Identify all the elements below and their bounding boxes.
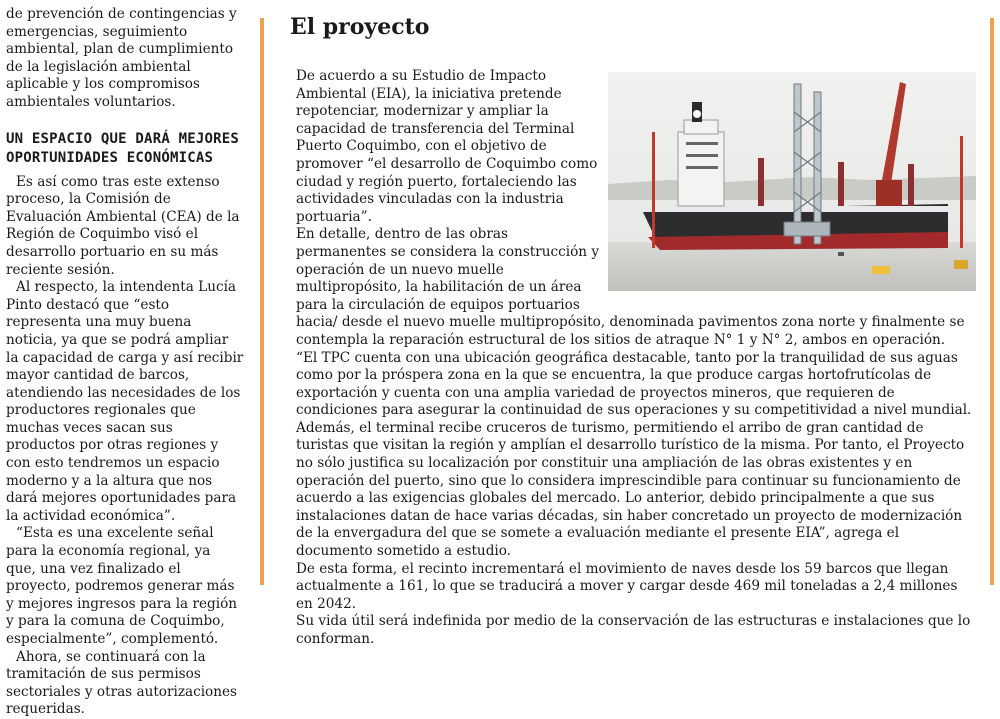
main-paragraph-4: De esta forma, el recinto incrementará el movimiento de naves desde los 59 barcos que llegan actualmente a 161, lo que se traducirá a mover y cargar desde 469 mil toneladas a 2,4 millones en 2042.	[296, 560, 958, 612]
left-paragraph-2: Al respecto, la intendenta Lucía Pinto destacó que “esto representa una muy buena noticia, ya que se podrá ampliar la capacidad de carga y así recibir mayor cantidad de barcos, atendiendo las necesidades de los productores regionales que muchas veces sacan sus productos por otras regiones y con esto tendremos un espacio moderno y a la altura que nos dará mejores oportunidades para la actividad económica”.	[6, 279, 244, 524]
main-article	[296, 68, 976, 649]
left-column	[6, 6, 244, 719]
left-paragraph-1: Es así como tras este extenso proceso, la Comisión de Evaluación Ambiental (CEA) de la Región de Coquimbo visó el desarrollo portuario en su más reciente sesión.	[6, 173, 240, 278]
section-subhead: UN ESPACIO QUE DARÁ MEJORES OPORTUNIDADES ECONÓMICAS	[6, 130, 239, 166]
main-paragraph-5: Su vida útil será indefinida por medio de la conservación de las estructuras e instalaciones que lo conforman.	[296, 613, 971, 647]
port-ship-photo	[608, 72, 976, 291]
left-paragraph-3: “Esta es una excelente señal para la economía regional, ya que, una vez finalizado el proyecto, podremos generar más y mejores ingresos para la región y para la comuna de Coquimbo, especialmente”, complementó.	[6, 525, 238, 647]
article-title: El proyecto	[290, 14, 430, 40]
main-paragraph-3: “El TPC cuenta con una ubicación geográfica destacable, tanto por la tranquilidad de sus aguas como por la próspera zona en la que se encuentra, la que produce cargas hortofrutícolas de exportación y cuenta con una amplia variedad de proyectos mineros, que requieren de condiciones para asegurar la continuidad de sus operaciones y su competitividad a nivel mundial. Además, el terminal recibe cruceros de turismo, permitiendo el arribo de gran cantidad de turistas que visitan la región y amplían el desarrollo turístico de la misma. Por tanto, el Proyecto no sólo justifica su localización por constituir una ampliación de las obras existentes y en operación del puerto, sino que lo considera imprescindible para continuar su funcionamiento de acuerdo a las exigencias globales del mercado. Lo anterior, debido principalmente a que sus instalaciones datan de hace varias décadas, sin haber concretado un proyecto de modernización de la envergadura del que se somete a evaluación mediante el presente EIA”, agrega el documento sometido a estudio.	[296, 349, 972, 560]
column-divider-right	[990, 18, 994, 585]
left-paragraph-4: Ahora, se continuará con la tramitación de sus permisos sectoriales y otras autorizaciones requeridas.	[6, 648, 238, 718]
port-ship-illustration	[608, 72, 976, 291]
main-paragraph-2: En detalle, dentro de las obras permanentes se considera la construcción y operación de un nuevo muelle multipropósito, la habilitación de un área para la circulación de equipos portuarios hacia/ desde el nuevo muelle multipropósito, denominada pavimentos zona norte y finalmente se contempla la reparación estructural de los sitios de atraque N° 1 y N° 2, ambos en operación.	[296, 226, 965, 348]
left-intro-text: de prevención de contingencias y emergencias, seguimiento ambiental, plan de cumplimiento de la legislación ambiental aplicable y los compromisos ambientales voluntarios.	[6, 6, 237, 110]
main-paragraph-1: De acuerdo a su Estudio de Impacto Ambiental (EIA), la iniciativa pretende repotenciar, modernizar y ampliar la capacidad de transferencia del Terminal Puerto Coquimbo, con el objetivo de promover “el desarrollo de Coquimbo como ciudad y región puerto, fortaleciendo las actividades vinculadas con la industria portuaria”.	[296, 68, 598, 225]
column-divider-left	[260, 18, 264, 585]
